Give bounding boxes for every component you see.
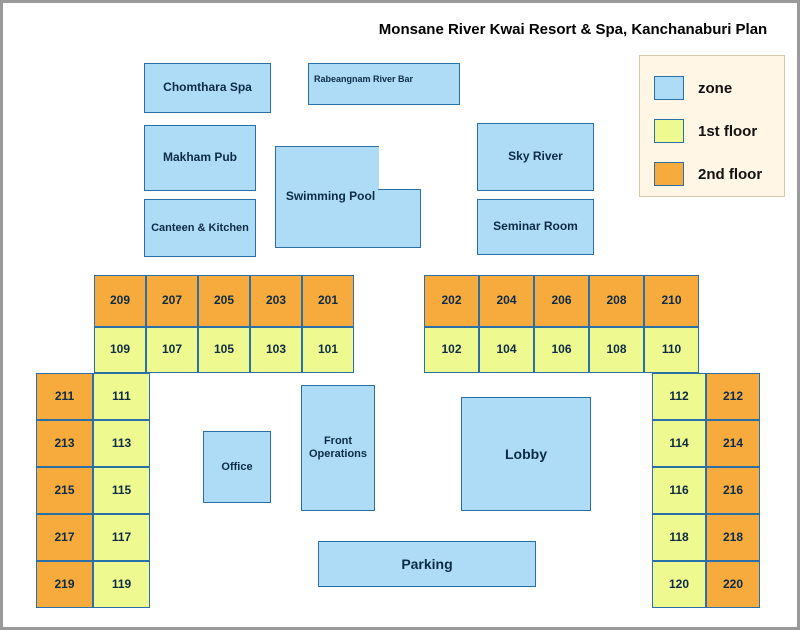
legend-swatch-2nd-floor-icon	[654, 162, 684, 186]
legend	[639, 55, 785, 197]
room-112[interactable]: 112	[652, 373, 706, 420]
room-105[interactable]: 105	[198, 327, 250, 373]
room-115[interactable]: 115	[93, 467, 150, 514]
room-110[interactable]: 110	[644, 327, 699, 373]
room-118[interactable]: 118	[652, 514, 706, 561]
room-117[interactable]: 117	[93, 514, 150, 561]
room-116[interactable]: 116	[652, 467, 706, 514]
room-107[interactable]: 107	[146, 327, 198, 373]
legend-swatch-zone-icon	[654, 76, 684, 100]
room-211[interactable]: 211	[36, 373, 93, 420]
zone-rabeangnam-river-bar-wing	[418, 63, 460, 105]
room-209[interactable]: 209	[94, 275, 146, 327]
room-218[interactable]: 218	[706, 514, 760, 561]
zone-swimming-pool-wing	[378, 189, 421, 248]
room-208[interactable]: 208	[589, 275, 644, 327]
room-214[interactable]: 214	[706, 420, 760, 467]
legend-label-1st-floor: 1st floor	[698, 122, 758, 140]
room-201[interactable]: 201	[302, 275, 354, 327]
legend-swatch-1st-floor-icon	[654, 119, 684, 143]
legend-item-1st-floor	[654, 119, 757, 143]
zone-seminar-room[interactable]: Seminar Room	[477, 199, 594, 255]
zone-swimming-pool[interactable]: Swimming Pool	[275, 146, 379, 248]
room-213[interactable]: 213	[36, 420, 93, 467]
room-202[interactable]: 202	[424, 275, 479, 327]
legend-item-2nd-floor	[654, 162, 762, 186]
room-101[interactable]: 101	[302, 327, 354, 373]
legend-label-zone: zone	[698, 79, 733, 97]
room-108[interactable]: 108	[589, 327, 644, 373]
room-204[interactable]: 204	[479, 275, 534, 327]
room-206[interactable]: 206	[534, 275, 589, 327]
zone-office[interactable]: Office	[203, 431, 271, 503]
page-title: Monsane River Kwai Resort & Spa, Kanchanaburi Plan	[378, 21, 768, 38]
legend-label-2nd-floor: 2nd floor	[698, 165, 763, 183]
room-114[interactable]: 114	[652, 420, 706, 467]
zone-rabeangnam-seam	[417, 64, 420, 93]
room-207[interactable]: 207	[146, 275, 198, 327]
room-219[interactable]: 219	[36, 561, 93, 608]
room-212[interactable]: 212	[706, 373, 760, 420]
zone-swimming-pool-seam	[377, 190, 380, 247]
zone-chomthara-spa[interactable]: Chomthara Spa	[144, 63, 271, 113]
room-103[interactable]: 103	[250, 327, 302, 373]
zone-makham-pub[interactable]: Makham Pub	[144, 125, 256, 191]
room-104[interactable]: 104	[479, 327, 534, 373]
zone-sky-river[interactable]: Sky River	[477, 123, 594, 191]
room-113[interactable]: 113	[93, 420, 150, 467]
zone-rabeangnam-river-bar-lower-left	[308, 93, 419, 105]
room-120[interactable]: 120	[652, 561, 706, 608]
room-109[interactable]: 109	[94, 327, 146, 373]
room-203[interactable]: 203	[250, 275, 302, 327]
zone-front-operations[interactable]: Front Operations	[301, 385, 375, 511]
room-205[interactable]: 205	[198, 275, 250, 327]
legend-item-zone	[654, 76, 732, 100]
room-216[interactable]: 216	[706, 467, 760, 514]
room-220[interactable]: 220	[706, 561, 760, 608]
room-119[interactable]: 119	[93, 561, 150, 608]
room-217[interactable]: 217	[36, 514, 93, 561]
zone-lobby[interactable]: Lobby	[461, 397, 591, 511]
zone-parking[interactable]: Parking	[318, 541, 536, 587]
room-111[interactable]: 111	[93, 373, 150, 420]
room-102[interactable]: 102	[424, 327, 479, 373]
room-106[interactable]: 106	[534, 327, 589, 373]
room-215[interactable]: 215	[36, 467, 93, 514]
zone-rabeangnam-river-bar[interactable]: Rabeangnam River Bar	[308, 63, 419, 94]
zone-canteen-kitchen[interactable]: Canteen & Kitchen	[144, 199, 256, 257]
room-210[interactable]: 210	[644, 275, 699, 327]
